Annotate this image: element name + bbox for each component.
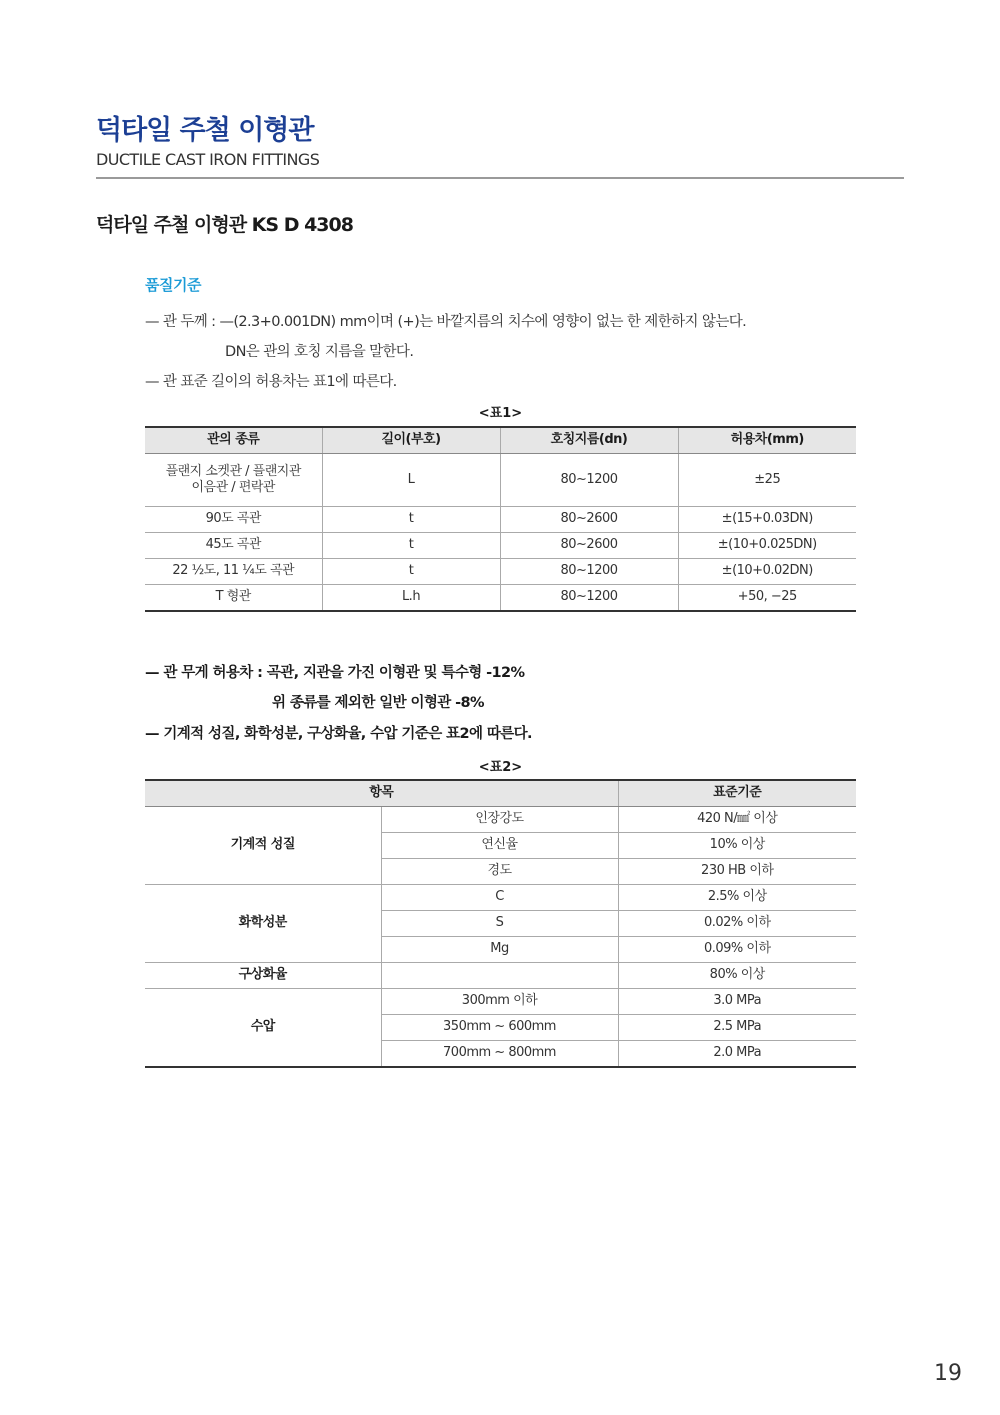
table-cell: t bbox=[322, 559, 500, 585]
table-cell: 350mm ~ 600mm bbox=[381, 1015, 618, 1041]
table-cell: ±25 bbox=[678, 454, 856, 507]
properties-table bbox=[145, 779, 856, 1068]
column-header: 허용차(mm) bbox=[678, 427, 856, 454]
table-cell: 2.0 MPa bbox=[618, 1041, 856, 1068]
table-row bbox=[145, 807, 856, 833]
table-cell: 420 N/㎟ 이상 bbox=[618, 807, 856, 833]
table-cell: L.h bbox=[322, 585, 500, 612]
table-cell: ±(10+0.025DN) bbox=[678, 533, 856, 559]
weight-tolerance-general-line: 위 종류를 제외한 일반 이형관 -8% bbox=[272, 695, 484, 711]
column-header: 호칭지름(dn) bbox=[500, 427, 678, 454]
column-header: 길이(부호) bbox=[322, 427, 500, 454]
table-row bbox=[145, 454, 856, 507]
table-cell: S bbox=[381, 911, 618, 937]
table-row bbox=[145, 533, 856, 559]
length-tolerance-table bbox=[145, 426, 856, 612]
group-label: 화학성분 bbox=[145, 885, 381, 963]
table1-caption: <표1> bbox=[478, 406, 523, 421]
table-row bbox=[145, 585, 856, 612]
dn-note-line: DN은 관의 호칭 지름을 말한다. bbox=[225, 344, 414, 360]
table-cell: 플랜지 소켓관 / 플랜지관 이음관 / 편락관 bbox=[145, 454, 322, 507]
table2-reference-line: — 기계적 성질, 화학성분, 구상화율, 수압 기준은 표2에 따른다. bbox=[145, 726, 532, 742]
group-label: 기계적 성질 bbox=[145, 807, 381, 885]
table-cell: 80~1200 bbox=[500, 454, 678, 507]
table2-caption: <표2> bbox=[478, 760, 523, 775]
page-subtitle: DUCTILE CAST IRON FITTINGS bbox=[96, 150, 320, 169]
column-header: 관의 종류 bbox=[145, 427, 322, 454]
table-cell: 10% 이상 bbox=[618, 833, 856, 859]
table-cell bbox=[381, 963, 618, 989]
table-cell: 2.5% 이상 bbox=[618, 885, 856, 911]
column-header: 표준기준 bbox=[618, 780, 856, 807]
table-row bbox=[145, 963, 856, 989]
title-divider bbox=[96, 177, 904, 179]
table-cell: 0.09% 이하 bbox=[618, 937, 856, 963]
table-cell: 0.02% 이하 bbox=[618, 911, 856, 937]
table-cell: 80~2600 bbox=[500, 507, 678, 533]
table-cell: 22 ½도, 11 ¼도 곡관 bbox=[145, 559, 322, 585]
page-title: 덕타일 주철 이형관 bbox=[96, 115, 314, 146]
table-cell: 80% 이상 bbox=[618, 963, 856, 989]
table-cell: 80~1200 bbox=[500, 585, 678, 612]
column-header: 항목 bbox=[145, 780, 618, 807]
weight-tolerance-line: — 관 무게 허용차 : 곡관, 지관을 가진 이형관 및 특수형 -12% bbox=[145, 665, 525, 681]
table-cell: 3.0 MPa bbox=[618, 989, 856, 1015]
table-cell: +50, −25 bbox=[678, 585, 856, 612]
table-cell: 80~2600 bbox=[500, 533, 678, 559]
page-number: 19 bbox=[934, 1361, 962, 1386]
table-row bbox=[145, 885, 856, 911]
quality-standard-label: 품질기준 bbox=[145, 276, 201, 294]
table-cell: 45도 곡관 bbox=[145, 533, 322, 559]
section-heading: 덕타일 주철 이형관 KS D 4308 bbox=[96, 214, 353, 236]
table-cell: 2.5 MPa bbox=[618, 1015, 856, 1041]
table-cell: 80~1200 bbox=[500, 559, 678, 585]
table-cell: L bbox=[322, 454, 500, 507]
table-header-row bbox=[145, 780, 856, 807]
thickness-line: — 관 두께 : —(2.3+0.001DN) mm이며 (+)는 바깥지름의 치수에 영향이 없는 한 제한하지 않는다. bbox=[145, 314, 747, 330]
length-tolerance-line: — 관 표준 길이의 허용차는 표1에 따른다. bbox=[145, 374, 397, 390]
table-cell: Mg bbox=[381, 937, 618, 963]
table-cell: 경도 bbox=[381, 859, 618, 885]
table-cell: 300mm 이하 bbox=[381, 989, 618, 1015]
group-label: 구상화율 bbox=[145, 963, 381, 989]
table-cell: ±(15+0.03DN) bbox=[678, 507, 856, 533]
table-row bbox=[145, 559, 856, 585]
table-cell: ±(10+0.02DN) bbox=[678, 559, 856, 585]
table-header-row bbox=[145, 427, 856, 454]
table-cell: C bbox=[381, 885, 618, 911]
group-label: 수압 bbox=[145, 989, 381, 1068]
table-cell: t bbox=[322, 507, 500, 533]
table-row bbox=[145, 989, 856, 1015]
table-cell: 인장강도 bbox=[381, 807, 618, 833]
table-cell: 90도 곡관 bbox=[145, 507, 322, 533]
table-cell: 700mm ~ 800mm bbox=[381, 1041, 618, 1068]
table-cell: T 형관 bbox=[215, 589, 251, 605]
table-cell: t bbox=[322, 533, 500, 559]
table-cell: 230 HB 이하 bbox=[618, 859, 856, 885]
table-cell: 연신율 bbox=[381, 833, 618, 859]
table-row bbox=[145, 507, 856, 533]
